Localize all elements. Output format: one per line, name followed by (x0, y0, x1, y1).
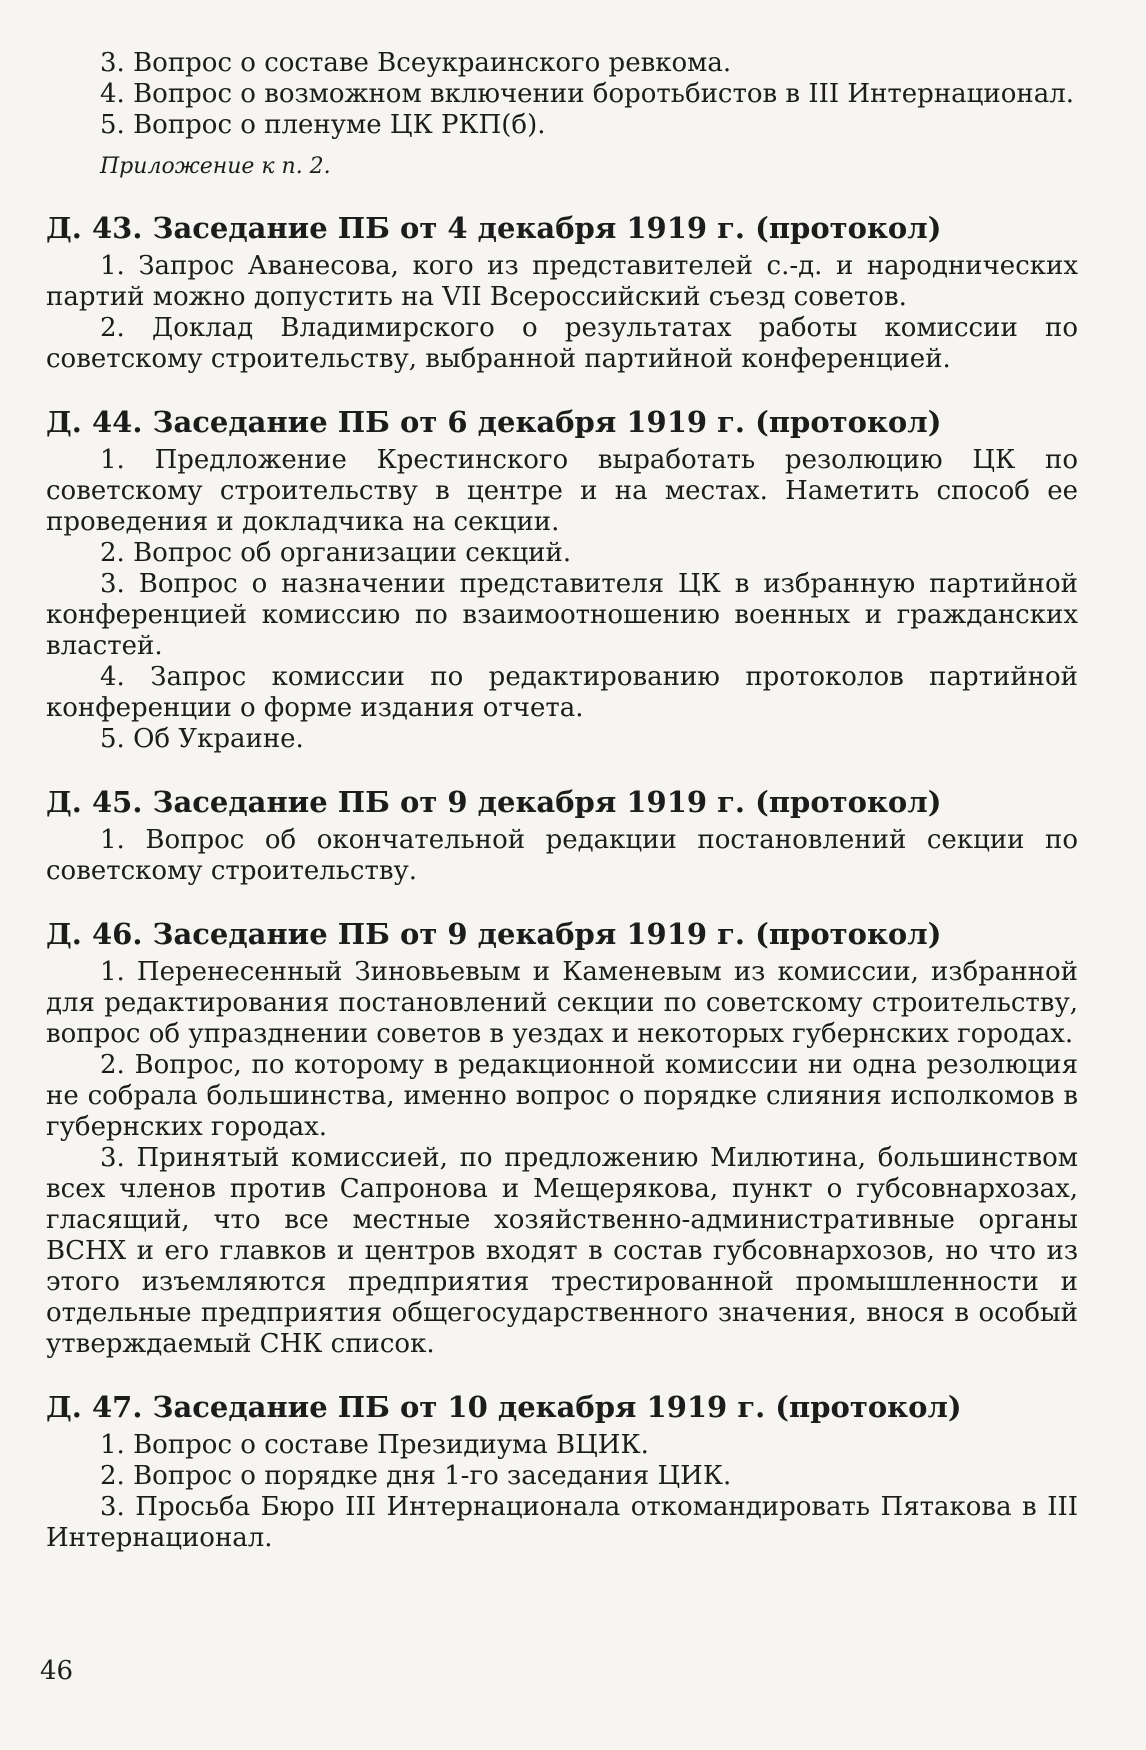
document-heading: Д. 46. Заседание ПБ от 9 декабря 1919 г. (протокол) (46, 917, 942, 951)
list-item: 2. Вопрос об организации секций. (100, 538, 572, 568)
list-item: 1. Перенесенный Зиновьевым и Каменевым из комиссии, избранной для редактирования постановлений секции по советскому строительству, вопрос об упразднении советов в уездах и некоторых губернских городах. (46, 957, 1078, 1049)
document-d45 (46, 785, 1078, 887)
page-content (46, 48, 1078, 1554)
document-d44 (46, 405, 1078, 755)
list-item: 1. Вопрос о составе Президиума ВЦИК. (100, 1430, 649, 1460)
appendix-note: Приложение к п. 2. (100, 154, 331, 179)
list-item: 1. Запрос Аванесова, кого из представителей с.-д. и народнических партий можно допустить на VII Всероссийский съезд советов. (46, 251, 1078, 312)
list-item: 5. Об Украине. (100, 724, 304, 754)
document-d46 (46, 917, 1078, 1360)
document-d43 (46, 211, 1078, 375)
list-item: 1. Вопрос об окончательной редакции постановлений секции по советскому строительству. (46, 825, 1078, 886)
list-item: 4. Вопрос о возможном включении боротьбистов в III Интернационал. (100, 79, 1074, 109)
list-item: 5. Вопрос о пленуме ЦК РКП(б). (100, 110, 546, 140)
document-heading: Д. 47. Заседание ПБ от 10 декабря 1919 г. (протокол) (46, 1390, 962, 1424)
document-heading: Д. 45. Заседание ПБ от 9 декабря 1919 г. (протокол) (46, 785, 942, 819)
list-item: 2. Вопрос о порядке дня 1-го заседания ЦИК. (100, 1461, 732, 1491)
document-heading: Д. 44. Заседание ПБ от 6 декабря 1919 г. (протокол) (46, 405, 942, 439)
list-item: 3. Принятый комиссией, по предложению Милютина, большинством всех членов против Сапронова и Мещерякова, пункт о губсовнархозах, гласящий, что все местные хозяйственно-административные органы ВСНХ и его главков и центров входят в состав губсовнархозов, но что из этого изъемляются предприятия трестированной промышленности и отдельные предприятия общегосударственного значения, внося в особый утверждаемый СНК список. (46, 1143, 1078, 1359)
page-number: 46 (40, 1656, 74, 1686)
list-item: 3. Вопрос о составе Всеукраинского ревкома. (100, 48, 732, 78)
continued-item-list (46, 48, 1078, 141)
document-d47 (46, 1390, 1078, 1554)
list-item: 3. Вопрос о назначении представителя ЦК в избранную партийной конференцией комиссию по взаимоотношению военных и гражданских властей. (46, 569, 1078, 661)
list-item: 2. Доклад Владимирского о результатах работы комиссии по советскому строительству, выбранной партийной конференцией. (46, 313, 1078, 374)
document-heading: Д. 43. Заседание ПБ от 4 декабря 1919 г. (протокол) (46, 211, 942, 245)
list-item: 4. Запрос комиссии по редактированию протоколов партийной конференции о форме издания отчета. (46, 662, 1078, 723)
list-item: 3. Просьба Бюро III Интернационала откомандировать Пятакова в III Интернационал. (46, 1492, 1078, 1553)
list-item: 1. Предложение Крестинского выработать резолюцию ЦК по советскому строительству в центре и на местах. Наметить способ ее проведения и докладчика на секции. (46, 445, 1078, 537)
list-item: 2. Вопрос, по которому в редакционной комиссии ни одна резолюция не собрала большинства, именно вопрос о порядке слияния исполкомов в губернских городах. (46, 1050, 1078, 1142)
